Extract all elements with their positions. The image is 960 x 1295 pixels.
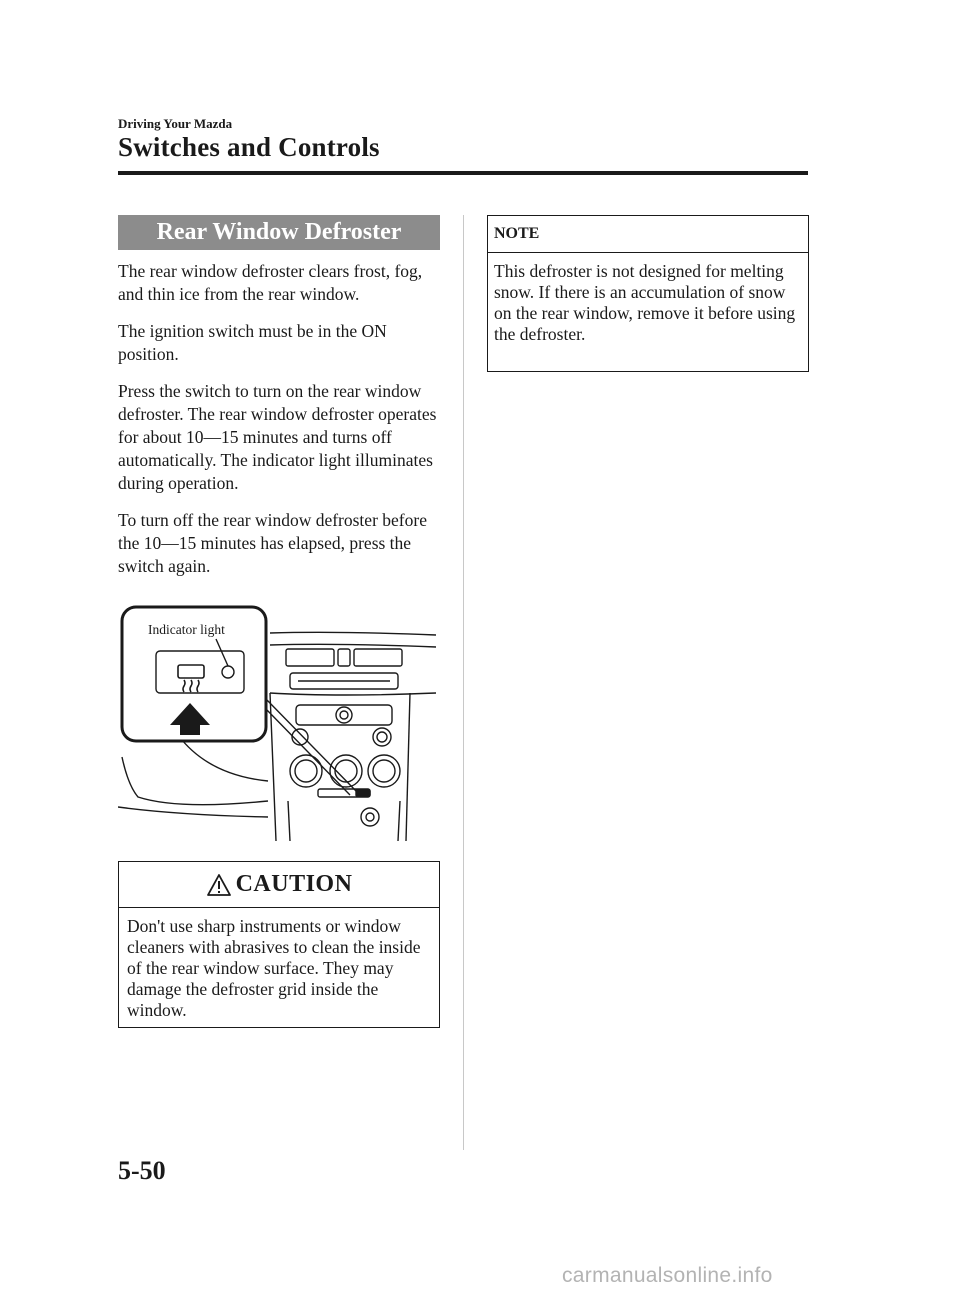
watermark: carmanualsonline.info (562, 1264, 773, 1287)
note-text: This defroster is not designed for melting snow. If there is an accumulation of snow on the rear window, remove it before using the defroster. (494, 261, 796, 344)
caution-header (119, 862, 439, 908)
section-label: Driving Your Mazda (118, 116, 233, 131)
note-box (487, 215, 809, 372)
caution-box (118, 861, 440, 1028)
header-rule (118, 171, 808, 175)
warning-triangle-icon (206, 873, 232, 897)
defroster-switch (156, 651, 244, 693)
note-title: NOTE (488, 216, 808, 253)
column-divider (463, 215, 464, 1150)
section-title: Switches and Controls (118, 132, 380, 162)
paragraph-intro: The rear window defroster clears frost, fog, and thin ice from the rear window. (118, 261, 423, 304)
defroster-switch-illustration (118, 605, 440, 845)
caution-title: CAUTION (235, 871, 353, 897)
paragraph-ignition: The ignition switch must be in the ON position. (118, 321, 387, 364)
paragraph-operation: Press the switch to turn on the rear window defroster. The rear window defroster operates for about 10―15 minutes and turns off automatically. The indicator light illuminates during operation. (118, 381, 437, 493)
leader-line (266, 699, 356, 791)
paragraph-turn-off: To turn off the rear window defroster before the 10―15 minutes has elapsed, press the switch again. (118, 510, 427, 576)
indicator-light-label: Indicator light (148, 622, 225, 637)
page-heading: Rear Window Defroster (118, 215, 440, 250)
caution-text: Don't use sharp instruments or window cleaners with abrasives to clean the inside of the rear window surface. They may damage the defroster grid inside the window. (127, 916, 421, 1020)
main-column (118, 215, 440, 578)
page-number: 5-50 (118, 1156, 166, 1185)
